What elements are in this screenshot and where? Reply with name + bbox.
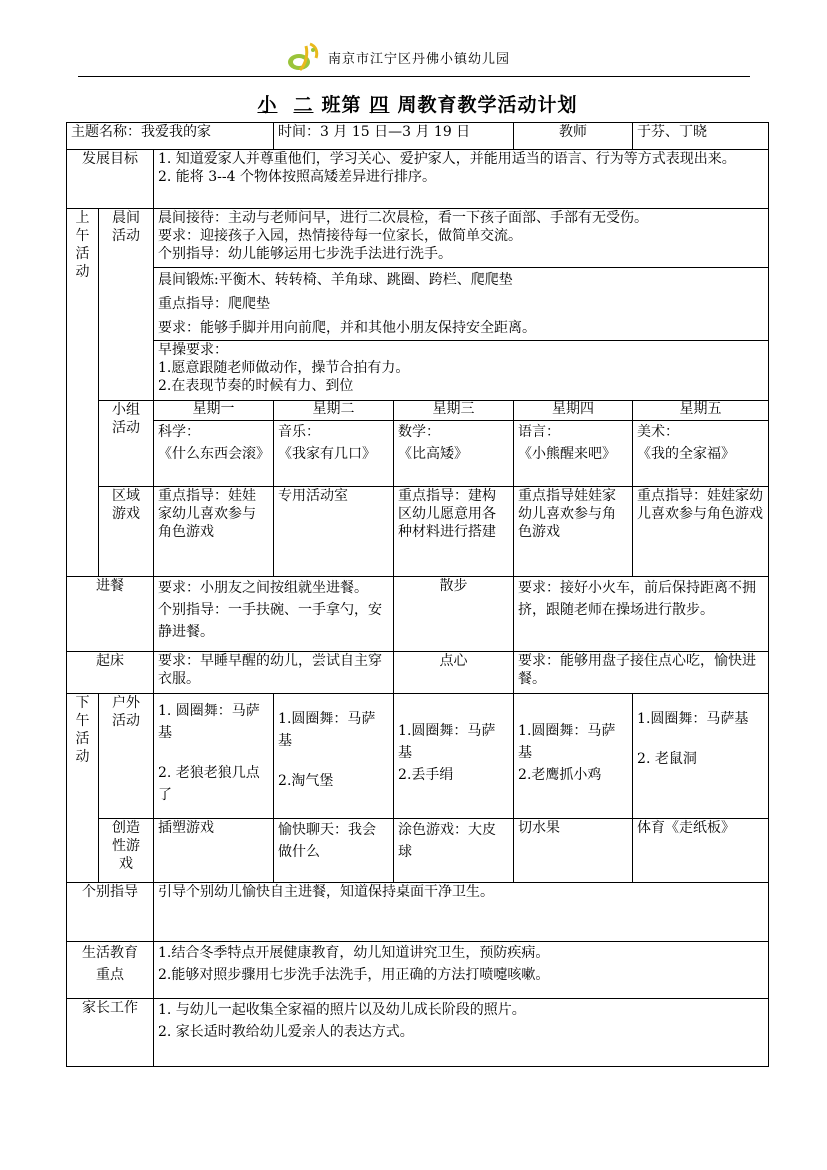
- life-item: 2.能够对照步骤用七步洗手法洗手，用正确的方法打喷嚏咳嗽。: [158, 967, 550, 983]
- outdoor-item: 1.圆圈舞：马萨基: [637, 711, 749, 727]
- goals-content: [154, 150, 769, 209]
- exercise-line: 要求：能够手脚并用向前爬，并和其他小朋友保持安全距离。: [158, 320, 536, 336]
- group-activity-name: 《我的全家福》: [637, 446, 736, 462]
- exercise-line: 重点指导：爬爬垫: [158, 296, 270, 312]
- individual-content: 引导个别幼儿愉快自主进餐，知道保持桌面干净卫生。: [154, 883, 769, 942]
- meal-content: [154, 577, 394, 652]
- group-subject: 美术：: [637, 424, 680, 440]
- area-cell-wed: 重点指导：建构区幼儿愿意用各种材料进行搭建: [394, 487, 514, 577]
- creative-cell-thu: 切水果: [514, 819, 633, 883]
- page-header: [78, 42, 750, 77]
- creative-label: 创造性游戏: [99, 819, 154, 883]
- title-class-small: 小: [257, 94, 278, 116]
- title-week: 四: [369, 94, 390, 116]
- group-cell-wed: [394, 421, 514, 487]
- reception-line: 要求：迎接孩子入园，热情接待每一位家长，做简单交流。: [158, 228, 522, 244]
- group-subject: 语言：: [518, 424, 561, 440]
- group-subject: 数学：: [398, 424, 441, 440]
- exercise-content: [154, 268, 769, 341]
- exercise-line: 晨间锻炼:平衡木、转转椅、羊角球、跳圈、跨栏、爬爬垫: [158, 272, 513, 288]
- meal-label: 进餐: [67, 577, 154, 652]
- parents-label: 家长工作: [67, 999, 154, 1067]
- snack-content: 要求：能够用盘子接住点心吃，愉快进餐。: [514, 652, 769, 694]
- day-header-mon: 星期一: [154, 401, 274, 421]
- creative-cell-tue: 愉快聊天：我会做什么: [274, 819, 394, 883]
- goal-item: 2. 能将 3--4 个物体按照高矮差异进行排序。: [158, 169, 436, 185]
- group-subject: 科学：: [158, 424, 200, 440]
- area-game-label: 区域游戏: [99, 487, 154, 577]
- theme-cell: 主题名称：我爱我的家: [67, 123, 274, 150]
- outdoor-cell-wed: [394, 694, 514, 819]
- meal-line: 个别指导：一手扶碗、一手拿勺，安静进餐。: [158, 602, 382, 640]
- page-title: [0, 90, 827, 117]
- area-cell-tue: 专用活动室: [274, 487, 394, 577]
- drill-line: 1.愿意跟随老师做动作，操节合拍有力。: [158, 360, 410, 376]
- drill-line: 早操要求：: [158, 342, 228, 358]
- afternoon-section-label: 下午活动: [67, 694, 99, 883]
- area-cell-fri: 重点指导：娃娃家幼儿喜欢参与角色游戏: [633, 487, 769, 577]
- title-suffix: 周教育教学活动计划: [397, 94, 578, 116]
- outdoor-item: 1.圆圈舞：马萨基: [398, 723, 496, 761]
- kindergarten-logo-icon: [286, 42, 322, 72]
- individual-label: 个别指导: [67, 883, 154, 942]
- wake-label: 起床: [67, 652, 154, 694]
- outdoor-cell-tue: [274, 694, 394, 819]
- group-cell-tue: [274, 421, 394, 487]
- group-cell-thu: [514, 421, 633, 487]
- teacher-label: 教师: [514, 123, 633, 150]
- life-label: 生活教育重点: [67, 942, 154, 999]
- outdoor-item: 2. 老狼老狼几点了: [158, 765, 260, 803]
- day-header-fri: 星期五: [633, 401, 769, 421]
- group-cell-mon: [154, 421, 274, 487]
- creative-cell-mon: 插塑游戏: [154, 819, 274, 883]
- group-activity-label: 小组活动: [99, 401, 154, 487]
- group-activity-name: 《我家有几口》: [278, 446, 377, 462]
- outdoor-item: 1.圆圈舞：马萨基: [518, 723, 616, 761]
- parents-content: [154, 999, 769, 1067]
- drill-content: [154, 341, 769, 401]
- drill-line: 2.在表现节奏的时候有力、到位: [158, 378, 354, 394]
- walk-content: 要求：接好小火车，前后保持距离不拥挤，跟随老师在操场进行散步。: [514, 577, 769, 652]
- outdoor-cell-fri: [633, 694, 769, 819]
- wake-content: 要求：早睡早醒的幼儿，尝试自主穿衣服。: [154, 652, 394, 694]
- walk-label: 散步: [394, 577, 514, 652]
- outdoor-item: 2.老鹰抓小鸡: [518, 767, 602, 783]
- meal-line: 要求：小朋友之间按组就坐进餐。: [158, 580, 368, 596]
- school-name: 南京市江宁区丹佛小镇幼儿园: [328, 52, 511, 67]
- goal-item: 1. 知道爱家人并尊重他们，学习关心、爱护家人，并能用适当的语言、行为等方式表现出来。: [158, 151, 736, 167]
- outdoor-item: 2. 老鼠洞: [637, 751, 697, 767]
- goals-label: 发展目标: [67, 150, 154, 209]
- group-activity-name: 《比高矮》: [398, 446, 469, 462]
- day-header-tue: 星期二: [274, 401, 394, 421]
- group-subject: 音乐：: [278, 424, 321, 440]
- creative-cell-fri: 体育《走纸板》: [633, 819, 769, 883]
- outdoor-item: 1. 圆圈舞：马萨基: [158, 703, 260, 741]
- reception-line: 晨间接待：主动与老师问早，进行二次晨检，看一下孩子面部、手部有无受伤。: [158, 210, 648, 226]
- parents-item: 2. 家长适时教给幼儿爱亲人的表达方式。: [158, 1024, 414, 1040]
- outdoor-cell-thu: [514, 694, 633, 819]
- reception-line: 个别指导：幼儿能够运用七步洗手法进行洗手。: [158, 246, 452, 262]
- morning-section-label: 上午活动: [67, 209, 99, 577]
- outdoor-item: 2.淘气堡: [278, 773, 334, 789]
- outdoor-item: 1.圆圈舞：马萨基: [278, 711, 376, 749]
- group-activity-name: 《小熊醒来吧》: [518, 446, 617, 462]
- title-mid: 班第: [321, 94, 362, 116]
- outdoor-item: 2.丢手绢: [398, 767, 454, 783]
- life-content: [154, 942, 769, 999]
- area-cell-thu: 重点指导娃娃家幼儿喜欢参与角色游戏: [514, 487, 633, 577]
- time-cell: 时间：3 月 15 日—3 月 19 日: [274, 123, 514, 150]
- outdoor-label: 户外活动: [99, 694, 154, 819]
- weekly-plan-table: [66, 122, 769, 1067]
- life-item: 1.结合冬季特点开展健康教育，幼儿知道讲究卫生，预防疾病。: [158, 945, 550, 961]
- group-cell-fri: [633, 421, 769, 487]
- teacher-names: 于芬、丁晓: [633, 123, 769, 150]
- reception-content: [154, 209, 769, 268]
- title-class-num: 二: [293, 94, 314, 116]
- outdoor-cell-mon: [154, 694, 274, 819]
- day-header-thu: 星期四: [514, 401, 633, 421]
- snack-label: 点心: [394, 652, 514, 694]
- morning-activity-label: 晨间活动: [99, 209, 154, 401]
- group-activity-name: 《什么东西会滚》: [158, 446, 270, 462]
- parents-item: 1. 与幼儿一起收集全家福的照片以及幼儿成长阶段的照片。: [158, 1002, 526, 1018]
- area-cell-mon: 重点指导：娃娃家幼儿喜欢参与角色游戏: [154, 487, 274, 577]
- day-header-wed: 星期三: [394, 401, 514, 421]
- creative-cell-wed: 涂色游戏：大皮球: [394, 819, 514, 883]
